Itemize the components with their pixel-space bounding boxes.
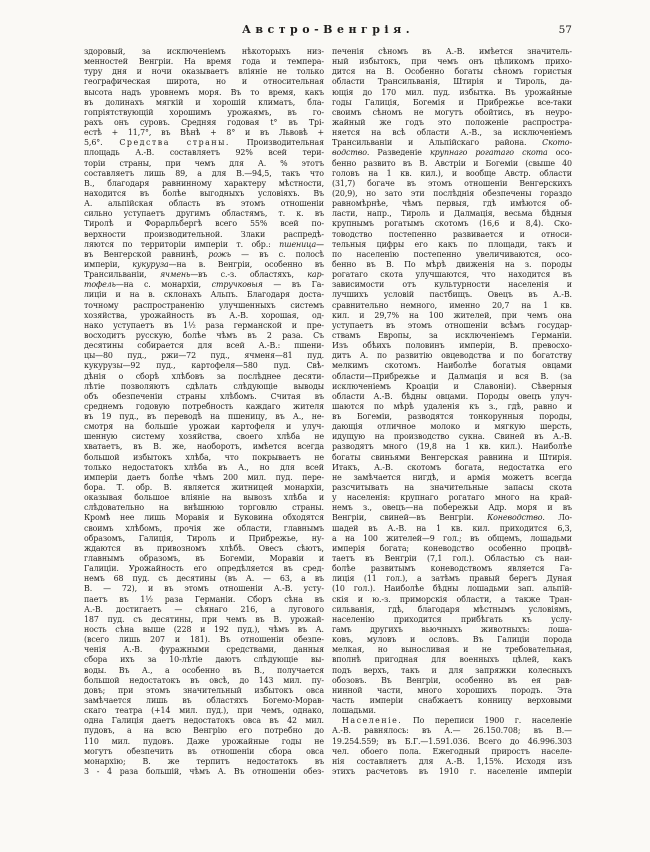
text-line: имперія богата; коневодство особенно процвѣ- [332,543,572,553]
text-line: равномѣрнѣе, чѣмъ первыя, гдѣ имѣются об- [332,199,572,209]
text-line: сбора ихъ за 10-лѣтіе даютъ слѣдующіе вы- [84,655,324,665]
text-line: ющія до 170 мил. пуд. избытка. Въ урожайные [332,87,572,97]
text-line: кил. и 29,7% на 100 жителей, при чемъ она [332,310,572,320]
text-line: товодство постепенно развивается и относи- [332,229,572,239]
text-line: торіи страны, при чемъ для А. % этотъ [84,158,324,168]
text-line: здоровый, за исключеніемъ нѣкоторыхъ низ- [84,47,324,56]
text-line: бенно развито въ В. Австріи и Богеміи (свыше 40 [332,158,572,168]
text-line: жайный же годъ это положеніе распростра- [332,117,572,127]
text-line: въ Богеміи, разводятся тонкорунныя породы, [332,412,572,422]
text-line: чел. обоего пола. Ежегодный приростъ населе- [332,746,572,756]
text-line: бенно въ В. По мѣрѣ движенія на з. породы [332,259,572,269]
text-line: только недостатокъ хлѣба въ А., но для всей [84,462,324,472]
text-line: таетъ въ Венгріи (7,1 гол.). Областью съ наи- [332,554,572,564]
text-line: ляются по территоріи имперіи т. обр.: пшеница— [84,239,324,249]
text-line: нинной части, много хорошихъ породъ. Эта [332,685,572,695]
text-line: большой избытокъ хлѣба, что покрываетъ не [84,452,324,462]
text-line: тельныя цифры его какъ по площади, такъ и [332,239,572,249]
text-line: замѣчается лишь въ областяхъ Богемо-Морав- [84,696,324,705]
text-line: бора. Т. обр. В. является житницей монархіи, [84,483,324,493]
text-line: площадь А.-В. составляетъ 92% всей тери- [84,148,324,158]
text-line: дающія отличное молоко и мягкую шерсть, [332,422,572,432]
text-line: по населенію постепенно увеличиваются, осо- [332,249,572,259]
text-line: ждаются въ привозномъ хлѣбѣ. Овесъ сѣютъ, [84,543,324,553]
text-line: Галиціи. Урожайность его опредѣляется въ сред- [84,564,324,574]
text-line: верхности производительной. Злаки распредѣ- [84,229,324,239]
text-line: оказывая большое вліяніе на вывозъ хлѣба и [84,493,324,503]
text-line: Кромѣ нее лишь Моравія и Буковина обходятся [84,513,324,523]
text-line: ласти, напр., Тироль и Далмація, весьма бѣдныя [332,209,572,219]
text-line: дѣнія о сборѣ хлѣбовъ за послѣднее десяти- [84,371,324,381]
text-line: разводятъ много (19,8 на 1 кв. кил.). Наиболѣе [332,442,572,452]
text-line: цы—80 пуд., ржи—72 пуд., ячменя—81 пуд. [84,351,324,361]
text-line: имперіи, кукуруза—на в. Венгріи, особенно въ [84,259,324,269]
left-column [84,47,324,777]
text-line: сильванія, гдѣ, благодаря мѣстнымъ условіямъ, [332,604,572,614]
text-line: В. — 72), и въ этомъ отношеніи А.-В. усту- [84,584,324,594]
text-line: лиція (11 гол.), а затѣмъ правый берегъ Дуная [332,574,572,584]
text-line: (10 гол.). Наиболѣе бѣдны лошадьми зап. альпій- [332,584,572,594]
text-line: а на 100 жителей—9 гол.; въ общемъ, лошадьми [332,533,572,543]
text-line: 187 пуд. съ десятины, при чемъ въ В. урожай- [84,614,324,624]
text-line: этихъ расчетовъ въ 1910 г. населеніе имперіи [332,766,572,776]
text-line: Трансильваніи, ячмень—въ с.-з. областяхъ, кар- [84,270,324,280]
text-line: богаты свиньями Венгерская равнина и Штирія. [332,452,572,462]
text-line: Изъ обѣихъ половинъ имперіи, В. превосхо- [332,341,572,351]
text-line: рогатаго скота улучшаются, что находится въ [332,270,572,280]
text-line: Населеніе. По переписи 1900 г. населеніе [342,716,572,726]
text-line: ковъ, муловъ и ословъ. Въ Галиціи порода [332,635,572,645]
text-line: рахъ онъ суровъ. Средняя годовая t° въ Трі- [84,117,324,127]
text-line: годы Галиція, Богемія и Прибрежье все-таки [332,97,572,107]
text-line: скія и ю.-з. приморскія области, а также Тран- [332,594,572,604]
text-line: Венгріи, свиней—въ Венгріи. Коневодство. Ло- [332,513,572,523]
text-line: сравнительно немного, именно 20,7 на 1 кв. [332,300,572,310]
text-line: ный избытокъ, при чемъ онъ цѣликомъ прихо- [332,57,572,67]
text-line: восходитъ русскую, болѣе чѣмъ въ 2 раза. Съ [84,330,324,340]
text-line: (20,9), но зато эти послѣднія обезпечены гораздо [332,188,572,198]
text-line: Итакъ, А.-В. скотомъ богата, недостатка его [332,462,572,472]
text-line: одна Галиція даетъ недостатокъ овса въ 42 мил. [84,716,324,726]
text-line: въ долинахъ мягкій и хорошій климатъ, бла- [84,97,324,107]
text-line: не замѣчается нигдѣ, и армія можетъ всегда [332,472,572,482]
text-line: ченія А.-В. фуражными средствами, данныя [84,645,324,655]
text-line: печенія сѣномъ въ А.-В. имѣется значитель- [332,47,572,56]
text-line: немъ з., овецъ—на побережьи Адр. моря и въ [332,503,572,513]
text-line: дится на В. Особенно богаты сѣномъ гористыя [332,67,572,77]
text-line: образомъ, Галиція, Тироль и Прибрежье, ну- [84,533,324,543]
text-line: могутъ обезпечить въ отношеніи сбора овса [84,746,324,756]
text-line: своимъ хлѣбомъ, прочія же области, главнымъ [84,523,324,533]
text-line: уступаетъ въ этомъ отношеніи всѣмъ государ- [332,320,572,330]
text-line: населенію приходится прибѣгать къ услу- [332,614,572,624]
text-line: мелкимъ скотомъ. Наиболѣе богатыя овцами [332,361,572,371]
text-line: болѣе развитымъ коневодствомъ является Га- [332,564,572,574]
text-line: обозовъ. Въ Венгріи, особенно въ ея рав- [332,675,572,685]
text-line: дитъ А. по развитію овцеводства и по богатству [332,351,572,361]
text-line: водство. Разведеніе крупнаго рогатаго скота осо- [332,148,572,158]
text-line: высота надъ уровнемъ моря. Въ то время, какъ [84,87,324,97]
text-line: объ обезпеченіи страны хлѣбомъ. Считая въ [84,391,324,401]
text-line: довъ; при этомъ значительный избытокъ овса [84,685,324,695]
text-line: ствамъ Европы, за исключеніемъ Германіи. [332,330,572,340]
text-line: мелкая, но выносливая и не требовательная, [332,645,572,655]
text-line: большой недостатокъ въ овсѣ, до 143 мил. пу- [84,675,324,685]
text-line: слѣдовательно на внѣшнюю торговлю страны. [84,503,324,513]
text-line: имперіи даетъ болѣе чѣмъ 200 мил. пуд. пере- [84,472,324,482]
text-line: лучшихъ условій пастбищъ. Овецъ въ А.-В. [332,290,572,300]
text-line: шенную систему хозяйства, своего хлѣба не [84,432,324,442]
text-line: 19.254.559; въ Б.Г.—1.591.036. Всего до 46.996.303 [332,736,572,746]
text-line: менностей Венгріи. На время года и темпера- [84,57,324,67]
text-line: 5,6°. Средства страны. Производительная [84,138,324,148]
text-line: главнымъ образомъ, въ Богеміи, Моравіи и [84,554,324,564]
text-line: у населенія: крупнаго рогатаго много на край- [332,493,572,503]
text-line: точному распространенію улучшенныхъ системъ [84,300,324,310]
text-line: 3 - 4 раза большій, чѣмъ А. Въ отношеніи обез- [84,766,324,776]
text-line: лѣтіе позволяютъ сдѣлать слѣдующіе выводы [84,381,324,391]
text-line: идущую на производство сукна. Свиней въ А.-В. [332,432,572,442]
text-line: подъ верхъ, такъ и для запряжки колесныхъ [332,665,572,675]
text-line: Трансильваніи и Альпійскаго района. Ското- [332,138,572,148]
text-line: 110 мил. пудовъ. Даже урожайные годы не [84,736,324,746]
text-line: Тиролѣ и Форарльбергѣ всего 55% всей по- [84,219,324,229]
text-line: крупнымъ рогатымъ скотомъ (16,6 и 8,4). Ско- [332,219,572,229]
text-line: паетъ въ 1½ раза Германіи. Сборъ сѣна въ [84,594,324,604]
text-line: смотря на большіе урожаи картофеля и улуч- [84,422,324,432]
text-line: скаго театра (+14 мил. пуд.), при чемъ, однако, [84,706,324,716]
text-line: В., благодаря равнинному характеру мѣстности, [84,178,324,188]
text-line: въ Венгерской равнинѣ, рожь — въ с. полосѣ [84,249,324,259]
text-line: среднемъ годовую потребность каждаго жителя [84,401,324,411]
text-line: разсчитывать на значительные запасы скота [332,483,572,493]
text-line: зависимости отъ культурности населенія и [332,280,572,290]
text-line: А.-В. достигаетъ — сѣянаго 216, а лугового [84,604,324,614]
text-line: А.-В. равнялось: въ А.— 26.150.708; въ В.— [332,726,572,736]
text-line: часть имперіи снабжаетъ конницу верховыми [332,696,572,705]
text-line: сильно уступаетъ другимъ областямъ, т. к. въ [84,209,324,219]
text-line: монархію; В. же терпитъ недостатокъ въ [84,756,324,766]
text-line: гопріятствующій хорошимъ урожаямъ, въ го- [84,107,324,117]
text-line: немъ 68 пуд. съ десятины (въ А. — 63, а въ [84,574,324,584]
text-line: хватаетъ, въ В. же, наоборотъ, имѣется всегда [84,442,324,452]
text-line: воды. Въ А., а особенно въ В., получается [84,665,324,675]
text-line: пудовъ, а на всю Венгрію его потребно до [84,726,324,736]
text-line: хозяйства, урожайность въ А.-В. хорошая, од- [84,310,324,320]
text-line: туру дня и ночи оказываетъ вліяніе не только [84,67,324,77]
text-line: кукурузы—92 пуд., картофеля—580 пуд. Свѣ- [84,361,324,371]
text-line: области А.-В. бѣдны овцами. Породы овецъ улуч- [332,391,572,401]
text-line: находится въ болѣе выгодныхъ условіяхъ. Въ [84,188,324,198]
text-line: въ 19 пуд., въ переводѣ на пшеницу, въ А., не- [84,412,324,422]
text-line: своимъ сѣномъ не могутъ обойтись, въ неуро- [332,107,572,117]
text-line: (всего лишь 207 и 181). Въ отношеніи обезпе- [84,635,324,645]
text-line: естѣ + 11,7°, въ Вѣнѣ + 8° и въ Львовѣ + [84,128,324,138]
page-number: 57 [558,24,572,36]
text-line: нако уступаетъ въ 1½ раза германской и пре- [84,320,324,330]
text-line: шаются по мѣрѣ удаленія къ з., гдѣ, равно и [332,401,572,411]
text-line: составляетъ лишь 89, а для В.—94,5, такъ что [84,168,324,178]
text-line: шадей въ А.-В. на 1 кв. кил. приходится 6,3, [332,523,572,533]
text-line: географическая широта, но и относительная [84,77,324,87]
text-line: лошадьми. [332,706,376,716]
text-line: лиціи и на в. склонахъ Альпъ. Благодаря доста- [84,290,324,300]
text-line: няется на всѣ области А.-В., за исключеніемъ [332,128,572,138]
running-title: Австро-Венгрія. [241,23,415,36]
text-line: тофель—на с. монархіи, стручковыя — въ Га- [84,280,324,290]
text-line: гамъ другихъ вьючныхъ животныхъ: лоша- [332,625,572,635]
text-line: головъ на 1 кв. кил.), и вообще Австр. области [332,168,572,178]
right-column [332,47,572,777]
text-line: А. альпійская область въ этомъ отношеніи [84,199,324,209]
text-line: десятины собирается для всей А.-В.: пшени- [84,341,324,351]
text-line: области—Прибрежье и Далмація и вся В. (за [332,371,572,381]
text-line: (31,7) богаче въ этомъ отношеніи Венгерскихъ [332,178,572,188]
text-line: ность сѣна выше (228 и 192 пуд.), чѣмъ въ А. [84,625,324,635]
text-line: нія составляетъ для А.-В. 1,15%. Исходя изъ [332,756,572,766]
text-line: области Трансильванія, Штирія и Тироль, да- [332,77,572,87]
text-line: исключеніемъ Кроаціи и Славоніи). Сѣверныя [332,381,572,391]
text-columns [84,47,572,777]
text-line: вполнѣ пригодная для военныхъ цѣлей, какъ [332,655,572,665]
